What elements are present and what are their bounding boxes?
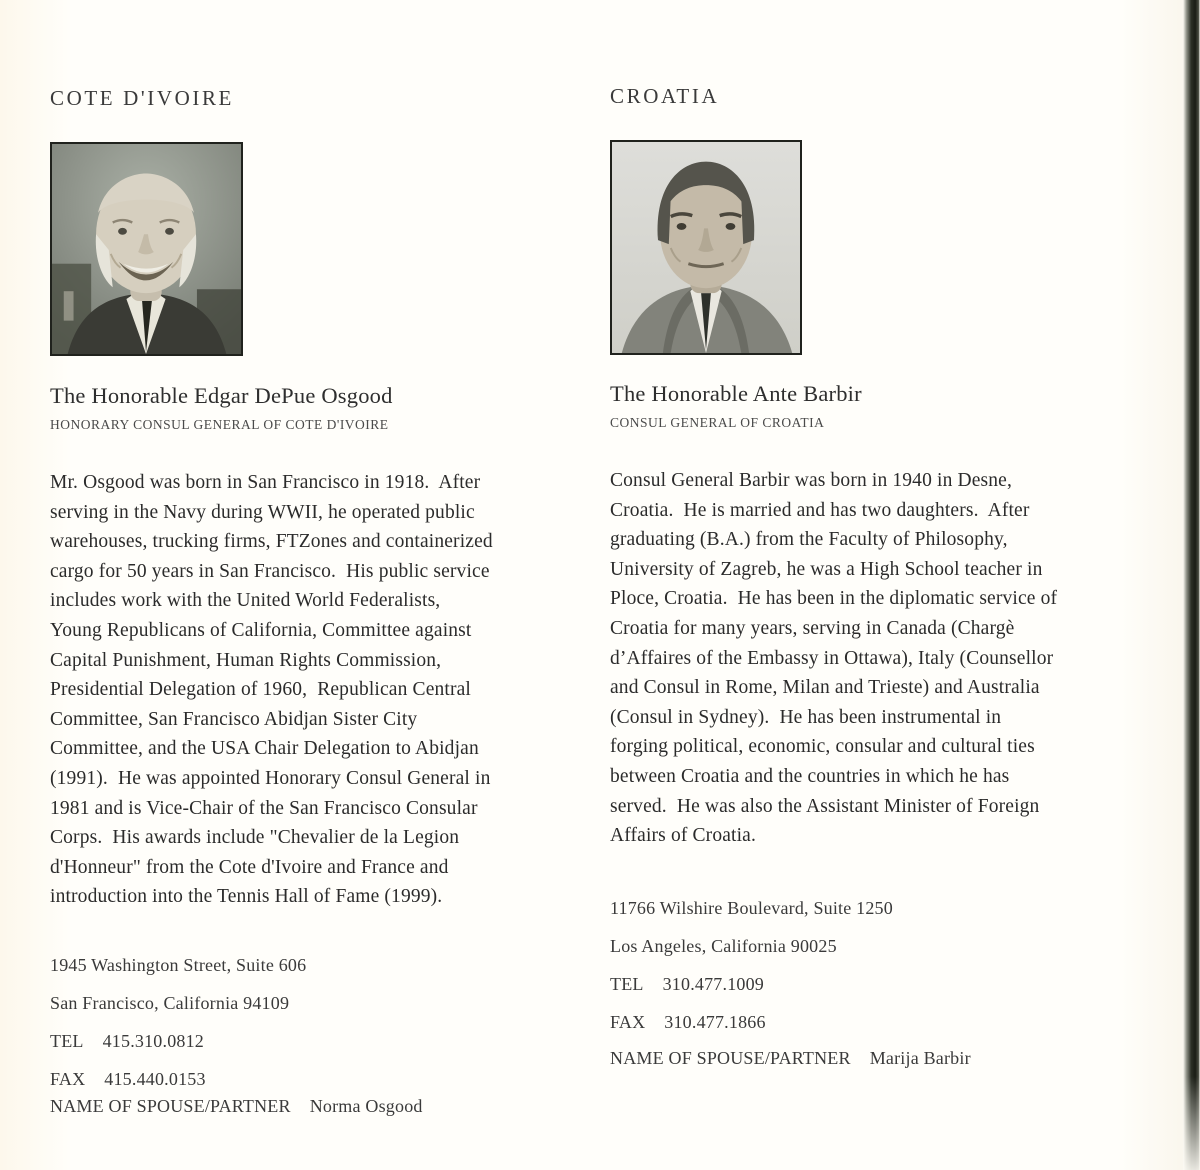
bio-line: introduction into the Tennis Hall of Fame (1999). <box>50 886 443 908</box>
address-line-2: Los Angeles, California 90025 <box>610 936 837 956</box>
bio-line: graduating (B.A.) from the Faculty of Philosophy, <box>610 529 1008 551</box>
entry-cote-divoire <box>50 0 575 1170</box>
book-page-edge-shadow <box>1183 0 1200 1170</box>
bio-line: Ploce, Croatia. He has been in the diplomatic service of <box>610 588 1058 610</box>
fax-label: FAX <box>610 1012 646 1032</box>
bio-line: (Consul in Sydney). He has been instrumental in <box>610 706 1002 728</box>
bio-line: warehouses, trucking firms, FTZones and containerized <box>50 531 493 553</box>
spouse-name: Norma Osgood <box>309 1096 423 1116</box>
address-line-1: 1945 Washington Street, Suite 606 <box>50 955 307 975</box>
bio-line: Consul General Barbir was born in 1940 in Desne, <box>610 470 1012 491</box>
tel-label: TEL <box>50 1031 84 1051</box>
bio-line: between Croatia and the countries in which he has <box>610 765 1010 787</box>
bio-line: Presidential Delegation of 1960, Republican Central <box>50 679 471 701</box>
fax-label: FAX <box>50 1069 86 1089</box>
spouse-line <box>610 1048 971 1069</box>
bio-line: and Consul in Rome, Milan and Trieste) and Australia <box>610 677 1040 699</box>
bio-line: cargo for 50 years in San Francisco. His public service <box>50 560 490 582</box>
bio-line: Corps. His awards include "Chevalier de la Legion <box>50 827 460 849</box>
fax-line <box>50 1069 206 1090</box>
bio-line: Croatia. He is married and has two daughters. After <box>610 499 1030 521</box>
bio-line: (1991). He was appointed Honorary Consul General in <box>50 767 491 789</box>
tel-number: 310.477.1009 <box>662 974 764 994</box>
consul-name: The Honorable Edgar DePue Osgood <box>50 383 393 408</box>
bio-line: Mr. Osgood was born in San Francisco in 1918. After <box>50 472 481 493</box>
biography <box>50 468 493 912</box>
bio-line: 1981 and is Vice-Chair of the San Francisco Consular <box>50 797 478 819</box>
fax-number: 310.477.1866 <box>664 1012 766 1032</box>
tel-label: TEL <box>610 974 644 994</box>
country-heading: COTE D'IVOIRE <box>50 86 234 110</box>
address-line-1: 11766 Wilshire Boulevard, Suite 1250 <box>610 898 893 918</box>
bio-line: Committee, and the USA Chair Delegation to Abidjan <box>50 738 479 760</box>
portrait-photo-osgood <box>50 142 243 356</box>
bio-line: includes work with the United World Federalists, <box>50 590 441 612</box>
tel-number: 415.310.0812 <box>102 1031 204 1051</box>
bio-line: Young Republicans of California, Committee against <box>50 619 472 641</box>
spouse-name: Marija Barbir <box>869 1048 971 1068</box>
country-heading: CROATIA <box>610 84 720 108</box>
bio-line: Capital Punishment, Human Rights Commission, <box>50 649 442 671</box>
bio-line: served. He was also the Assistant Minister of Foreign <box>610 795 1040 817</box>
portrait-photo-barbir <box>610 140 802 355</box>
bio-line: Croatia for many years, serving in Canada (Chargè <box>610 617 1015 639</box>
spouse-line <box>50 1096 423 1117</box>
consul-title: HONORARY CONSUL GENERAL OF COTE D'IVOIRE <box>50 417 389 432</box>
portrait-osgood-image <box>52 144 241 354</box>
spouse-label: NAME OF SPOUSE/PARTNER <box>610 1048 851 1068</box>
entry-croatia <box>610 0 1130 1170</box>
telephone-line <box>610 974 764 995</box>
bio-line: Affairs of Croatia. <box>610 825 756 847</box>
bio-line: d'Honneur" from the Cote d'Ivoire and France and <box>50 856 449 878</box>
bio-line: d’Affaires of the Embassy in Ottawa), Italy (Counsellor <box>610 647 1054 669</box>
telephone-line <box>50 1031 204 1052</box>
portrait-barbir-image <box>612 142 800 353</box>
consul-name: The Honorable Ante Barbir <box>610 381 862 406</box>
spouse-label: NAME OF SPOUSE/PARTNER <box>50 1096 291 1116</box>
bio-line: forging political, economic, consular and cultural ties <box>610 736 1035 758</box>
bio-line: Committee, San Francisco Abidjan Sister City <box>50 708 418 730</box>
bio-line: serving in the Navy during WWII, he operated public <box>50 501 475 523</box>
bio-line: University of Zagreb, he was a High School teacher in <box>610 558 1043 580</box>
fax-line <box>610 1012 766 1033</box>
consul-title: CONSUL GENERAL OF CROATIA <box>610 415 825 430</box>
biography <box>610 466 1057 851</box>
fax-number: 415.440.0153 <box>104 1069 206 1089</box>
address-line-2: San Francisco, California 94109 <box>50 993 290 1013</box>
